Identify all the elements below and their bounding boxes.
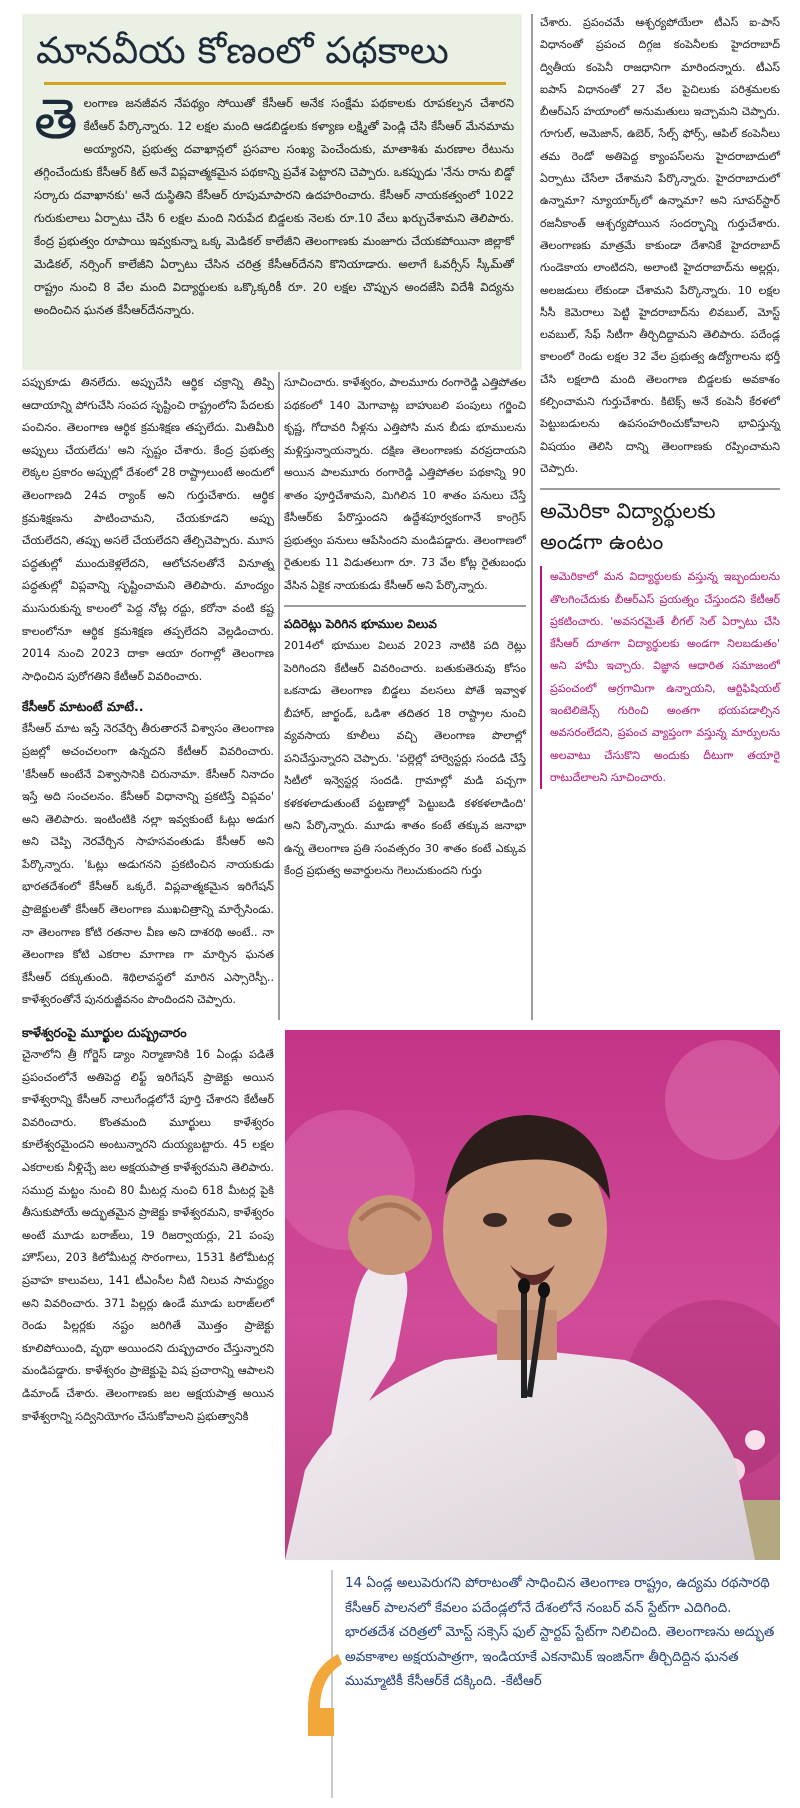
ktr-speaking-photo (285, 1030, 780, 1560)
intro-paragraph: లంగాణ జనజీవన నేపథ్యం సోయితో కేసీఆర్ అనేక సంక్షేమ పథకాలకు రూపకల్పన చేశారని కేటీఆర్ పేర్కొన్నారు. 12 లక్షల మంది ఆడబిడ్డలకు కళ్యాణ లక్ష్మితో పెండ్లి చేసి కేసీఆర్ మేనమామ అయ్యారని, ప్రభుత్వ దవాఖాన్లలో ప్రసవాల సంఖ్య పెంచేందుకు, మాతాశిశు మరణాల రేటును తగ్గించేందుకు కేసీఆర్ కిట్ అనే విప్లవాత్మకమైన పథకాన్ని ప్రవేశ పెట్టారని చెప్పారు. ఒకప్పుడు 'నేను రాను బిడ్డో సర్కారు దవాఖానకు' అనే దుస్థితిని కేసీఆర్ రూపుమాపారని ఉదహరించారు. కేసీఆర్ నాయకత్వంలో 1022 గురుకులాలు ఏర్పాటు చేసి 6 లక్షల మంది నిరుపేద బిడ్డలకు నెలకు రూ.10 వేలు ఖర్చుచేశామని తెలిపారు. కేంద్ర ప్రభుత్వం రూపాయి ఇవ్వకున్నా ఒక్క మెడికల్ కాలేజీని తెలంగాణకు మంజూరు చేయకపోయినా జిల్లాకో మెడికల్, నర్సింగ్ కాలేజీని ఏర్పాటు చేసిన చరిత్ర కేసీఆర్‌దేనని కొనియాడారు. అలాగే ఓవర్సీస్ స్కీమ్‌తో రాష్ట్రం నుంచి 8 వేల మంది విద్యార్థులకు ఒక్కొక్కరికీ రూ. 20 లక్షల చొప్పున అందజేసి విదేశీ విద్యను అందించిన ఘనత కేసీఆర్‌దేనన్నారు. (34, 96, 514, 317)
quote-mark-icon (300, 1650, 344, 1740)
col2-paragraph-2: 2014లో భూముల విలువ 2023 నాటికి పది రెట్లు పెరిగిందని కేటీఆర్ వివరించారు. బతుకుతెరువు కోసం ఒకనాడు తెలంగాణ బిడ్డలు వలసలు పోతే ఇవ్వాళ బీహార్, జార్ఖండ్, ఒడిశా తదితర 18 రాష్ట్రాల నుంచి వ్యవసాయ కూలీలు వచ్చి తెలంగాణ పొలాల్లో పనిచేస్తున్నారని చెప్పారు. 'పల్లెల్లో హార్వెస్టర్లు సందడి చేస్తే సిటీలో ఇన్వెస్టర్ల సందడి. గ్రామాల్లో మడి పచ్చగా కళకళలాడుతుంటే పట్టణాల్లో పెట్టుబడి కళకళలాడింది' అని పేర్కొన్నారు. మూడు శాతం కంటే తక్కువ జనాభా ఉన్న తెలంగాణ ప్రతి సంవత్సరం 30 శాతం కంటే ఎక్కువ కేంద్ర ప్రభుత్వ అవార్డులను గెలుచుకుందని గుర్తు (284, 639, 526, 877)
col2-paragraph-1: సూచించారు. కాళేశ్వరం, పాలమూరు రంగారెడ్డి ఎత్తిపోతల పథకంలో 140 మెగావాట్ల బాహుబలి పంపులు గర్జించి కృష్ణ, గోదావరి నీళ్లను ఎత్తిపోసి మన బీడు భూములను మళ్లిస్తున్నాయన్నారు. దక్షిణ తెలంగాణకు వరప్రదాయని అయిన పాలమూరు రంగారెడ్డి ఎత్తిపోతల పథకాన్ని 90 శాతం పూర్తిచేశామని, మిగిలిన 10 శాతం పనులు చేస్తే కేసీఆర్‌కు పేరొస్తుందని ఉద్దేశపూర్వకంగానే కాంగ్రెస్ ప్రభుత్వం పనులు ఆపేసిందని మండిపడ్డారు. తెలంగాణలో రైతులకు 11 విడుతలుగా రూ. 73 వేల కోట్ల రైతుబంధు వేసిన ఏకైక నాయకుడు కేసీఆర్ అని పేర్కొన్నారు. (284, 376, 526, 592)
sidebar-heading: అమెరికా విద్యార్థులకు అండగా ఉంటం (540, 499, 716, 555)
sidebar-text: అమెరికాలో మన విద్యార్థులకు వస్తున్న ఇబ్బందులను తొలగించేదుకు బీఆర్ఎస్ ప్రయత్నం చేస్తుందని కేటీఆర్ ప్రకటించారు. 'అవసరమైతే లీగల్ సెల్ ఏర్పాటు చేసి కేసీఆర్ దూతగా విద్యార్థులకు అండగా నిలబడుతం' అని హామీ ఇచ్చారు. విజ్ఞాన ఆధారిత సమాజంలో ప్రపంచంలో అగ్రగామిగా ఉన్నాయని, ఆర్టిఫిషియల్ ఇంటెలిజెన్స్ గురించి అంతగా భయపడాల్సిన అవసరంలేదని, ప్రపంచ వ్యాప్తంగా వస్తున్న మార్పులను అలవాటు చేసుకొని అందుకు దీటుగా తయారై రాటుదేలాలని సూచించారు. (550, 570, 780, 784)
col1-subheading-2: కాళేశ్వరంపై మూర్ఖుల దుష్ప్రచారం (22, 1025, 187, 1041)
col3-divider (540, 488, 780, 558)
headline-rule (44, 82, 506, 85)
col3-paragraph-1: చేశారు. ప్రపంచమే ఆశ్చర్యపోయేలా టీఎస్ ఐ-పాస్ విధానంతో ప్రపంచ దిగ్గజ కంపెనీలకు హైదరాబాద్ ద్వితీయ కంపెనీ రాజధానిగా మారిందన్నారు. టీఎస్ ఐపాస్ విధానంతో 27 వేల పైచిలుకు పరిశ్రమలకు బీఆర్ఎస్ హయాంలో అనుమతులు ఇచ్చామని చెప్పారు. గూగుల్, అమెజాన్, ఉబెర్, సేల్స్ ఫోర్స్, ఆపిల్ కంపెనీలు తమ రెండో అతిపెద్ద క్యాంపస్‌లను హైదరాబాదులో ఏర్పాటు చేసేలా చేశామని పేర్కొన్నారు. హైదరాబాదులో ఉన్నామా? న్యూయార్క్‌లో ఉన్నామా? అని సూపర్‌స్టార్ రజనీకాంత్ ఆశ్చర్యపోయిన సందర్భాన్ని గుర్తుచేశారు. తెలంగాణకు మాత్రమే కాకుండా దేశానికే హైదరాబాద్ గుండెకాయ లాంటిదని, అలాంటి హైదరాబాద్‌ను అల్లర్లు, అలజడులు లేకుండా చేశామని పేర్కొన్నారు. 10 లక్షల సీసీ కెమెరాలు పెట్టి హైదరాబాద్‌ను లివబుల్, మోస్ట్ లవబుల్, సేఫ్ సిటీగా తీర్చిదిద్దామని తెలిపారు. పదేండ్ల కాలంలో రెండు లక్షల 32 వేల ప్రభుత్వ ఉద్యోగాలను భర్తీ చేసి లక్షలాది మంది తెలంగాణ బిడ్డలకు అవకాశం కల్పించామని గుర్తుచేశారు. కిటెక్స్ అనే కంపెనీ కేరళలో పెట్టుబడులను ఉపసంహరించుకోవాలని భావిస్తున్న విషయం తెలిసి దాన్ని తెలంగాణకు రప్పించామని చెప్పారు. (540, 16, 780, 475)
column-divider-1 (278, 372, 280, 1020)
drop-cap: తె (34, 87, 78, 152)
col1-paragraph-3: చైనాలోని త్రీ గోర్జెస్ డ్యాం నిర్మాణానికి 16 ఏండ్లు పడితే ప్రపంచంలోనే అతిపెద్ద లిఫ్ట్ ఇరిగేషన్ ప్రాజెక్టు అయిన కాళేశ్వరాన్ని కేసీఆర్ నాలుగేండ్లలోనే పూర్తి చేశారని కేటీఆర్ వివరించారు. కొంతమంది మూర్ఖులు కాళేశ్వరం కూలేశ్వరమైందని అంటున్నారని దుయ్యబట్టారు. 45 లక్షల ఎకరాలకు నీళ్లిచ్చే జల అక్షయపాత్ర కాళేశ్వరమని తెలిపారు. సముద్ర మట్టం నుంచి 80 మీటర్ల నుంచి 618 మీటర్ల పైకి తీసుకుపోయే అద్భుతమైన ప్రాజెక్టు కాళేశ్వరమని, కాళేశ్వరం అంటే మూడు బరాజ్‌లు, 19 రిజర్వాయర్లు, 21 పంపు హౌస్‌లు, 203 కిలోమీటర్ల సొరంగాలు, 1531 కిలోమీటర్ల ప్రవాహ కాలువలు, 141 టీఎంసీల నీటి నిలువ సామర్థ్యం అని వివరించారు. 371 పిల్లర్లు ఉండే మూడు బరాజ్‌లలో రెండు పిల్లర్లకు నష్టం జరిగితే మొత్తం ప్రాజెక్టు కూలిపోయింది, వృథా అయిందని దుష్ప్రచారం చేస్తున్నారని మండిపడ్డారు. కాళేశ్వరం ప్రాజెక్టుపై విష ప్రచారాన్ని ఆపాలని డిమాండ్ చేశారు. తెలంగాణకు జల అక్షయపాత్ర అయిన కాళేశ్వరాన్ని సద్వినియోగం చేసుకోవాలని ప్రభుత్వానికి (22, 1048, 274, 1423)
col1-subheading-1: కేసీఆర్ మాటంటే మాటే.. (22, 699, 144, 715)
column-divider-2 (531, 14, 533, 1020)
col1-paragraph-1: పప్పుకూడు తినలేదు. అప్పుచేసి ఆర్థిక చక్రాన్ని తిప్పి ఆదాయాన్ని పోగుచేసి సంపద సృష్టించి రాష్ట్రంలోని పేదలకు పంచినం. తెలంగాణ ఆర్థిక క్రమశిక్షణ తప్పలేదు. మితిమీరి అప్పులు చేయలేదు' అని స్పష్టం చేశారు. కేంద్ర ప్రభుత్వ లెక్కల ప్రకారం అప్పుల్లో దేశంలో 28 రాష్ట్రాలుంటే అందులో తెలంగాణది 24వ ర్యాంక్ అని గుర్తుచేశారు. ఆర్థిక క్రమశిక్షణను పాటించామని, చేయకూడని అప్పు చేయలేదని, తప్పు అసలే చేయలేదని తేల్చిచెప్పారు. మూస పద్ధతుల్లో ముందుకెళ్లలేదని, ఆలోచనలతోనే వినూత్న పద్ధతుల్లో విప్లవాన్ని సృష్టించామని తెలిపారు. మాంద్యం ముసురుకున్న కాలంలో పెద్ద నోట్ల రద్దు, కరోనా వంటి కష్ట కాలంలోనూ ఆర్థిక క్రమశిక్షణ తప్పలేదని వెల్లడించారు. 2014 నుంచి 2023 దాకా ఆయా రంగాల్లో తెలంగాణ సాధించిన పురోగతిని కేటీఆర్ వివరించారు. (22, 376, 274, 683)
pull-quote (345, 1572, 780, 1695)
headline: మానవీయ కోణంలో పథకాలు (36, 29, 449, 72)
intro-block (34, 87, 514, 322)
col2-divider (284, 605, 526, 635)
col2-subheading: పదిరెట్లు పెరిగిన భూముల విలువ (284, 617, 437, 631)
sidebar-box (540, 566, 780, 789)
col1-paragraph-2: కేసీఆర్ మాట ఇస్తే నెరవేర్చి తీరుతారనే విశ్వాసం తెలంగాణ ప్రజల్లో అచంచలంగా ఉన్నదని కేటీఆర్ వివరించారు. 'కేసీఆర్ అంటేనే విశ్వాసానికి చిరునామా. కేసీఆర్ నినాదం ఇస్తే అది సంచలనం. కేసీఆర్ విధానాన్ని ప్రకటిస్తే విప్లవం' అని తెలిపారు. ఇంటింటికి నల్లా ఇవ్వకుంటే ఓట్లు అడుగ అని చెప్పి నెరవేర్చిన సాహసవంతుడు కేసీఆర్ అని పేర్కొన్నారు. 'ఓట్లు అడుగనని ప్రకటించిన నాయకుడు భారతదేశంలో కేసీఆర్ ఒక్కరే. విప్లవాత్మకమైన ఇరిగేషన్ ప్రాజెక్టులతో కేసీఆర్ తెలంగాణ ముఖచిత్రాన్ని మార్చేసిండు. నా తెలంగాణ కోటి రతనాల వీణ అని దాశరథి అంటే.. నా తెలంగాణ కోటి ఎకరాల మాగాణ గా మార్చిన ఘనత కేసీఆర్ దక్కుతుంది. శిథిలావస్థలో మారిన ఎస్సారెస్పీ.. కాళేశ్వరంతోనే పునరుజ్జీవనం పొందిందని చెప్పారు. (22, 722, 274, 1007)
column-2 (284, 372, 526, 883)
column-3 (540, 12, 780, 789)
column-1 (22, 372, 274, 1428)
pull-quote-text: 14 ఏండ్ల అలుపెరుగని పోరాటంతో సాధించిన తెలంగాణ రాష్ట్రం, ఉద్యమ రథసారథి కేసీఆర్ పాలనలో కేవలం పదేండ్లలోనే దేశంలోనే నంబర్ వన్ స్టేట్‌గా ఎదిగింది. భారతదేశ చరిత్రలో మోస్ట్ సక్సెస్ ఫుల్ స్టార్టప్ స్టేట్‌గా నిలిచింది. తెలంగాణను అద్భుత అవకాశాల అక్షయపాత్రగా, ఇండియాకే ఎకనామిక్ ఇంజిన్‌గా తీర్చిదిద్దిన ఘనత ముమ్మాటికీ కేసీఆర్‌కే దక్కింది. -కేటీఆర్ (345, 1576, 775, 1689)
